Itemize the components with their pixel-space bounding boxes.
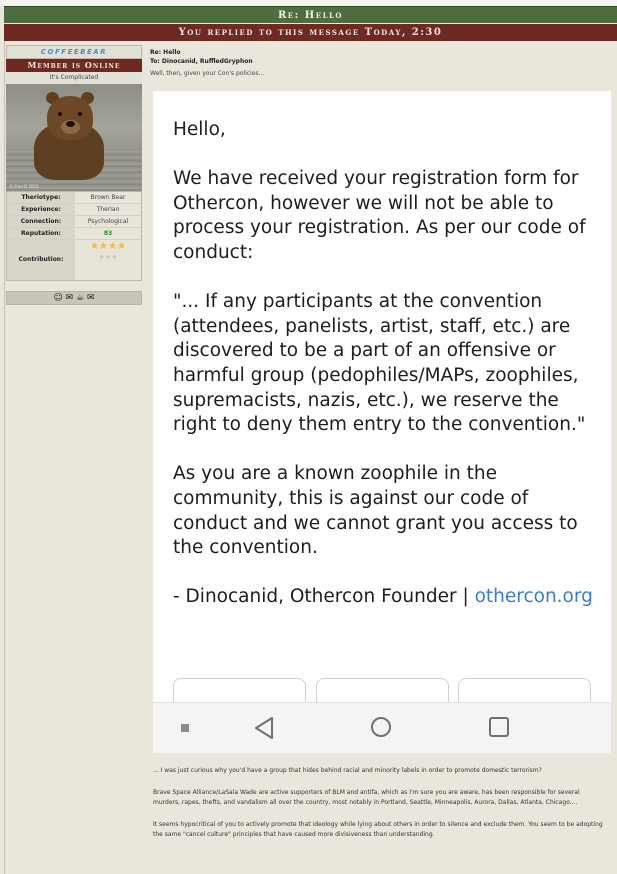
user-stats-table [6,191,142,281]
email-action-button[interactable] [458,678,591,702]
message-subject: Re: Hello [150,49,181,56]
avatar-bear-nose [66,121,75,127]
user-avatar[interactable] [6,84,142,191]
stat-label: Theriotype: [7,192,75,203]
othercon-link[interactable]: othercon.org [474,586,593,608]
embedded-email-screenshot [153,91,611,702]
email-signature [173,585,601,610]
thread-subject-bar: Re: Hello [4,6,617,23]
stat-row-experience [7,204,141,216]
stat-label: Contribution: [7,240,75,280]
message-intro: Well, then, given your Con's policies... [150,70,265,77]
nav-square-icon[interactable] [181,724,189,732]
email-action-button[interactable] [316,678,449,702]
recents-square-icon[interactable] [489,717,509,737]
body-paragraph: ... I was just curious why you'd have a group that hides behind racial and minority labels in order to promote domestic terrorism? [153,767,542,774]
user-action-icons[interactable]: ☺ ✉ ☕ ✉ [6,291,142,305]
replied-notice-bar: You replied to this message Today, 2:30 [4,24,617,41]
avatar-bear-eye-left [58,112,62,116]
email-action-buttons [173,678,591,702]
stat-row-theriotype [7,192,141,204]
message-body [153,766,608,852]
username-link[interactable]: COFFEEBEAR [6,45,142,59]
stat-label: Experience: [7,204,75,215]
online-status-badge: Member is Online [6,59,142,72]
signature-text: - Dinocanid, Othercon Founder | [173,586,469,608]
avatar-bear-eye-right [78,112,82,116]
stat-value: Psychological [87,218,129,225]
stat-row-contribution [7,240,141,280]
user-profile-panel [6,45,142,305]
message-header [150,48,610,79]
star-icon: ★★★★ [90,241,126,252]
email-paragraph: We have received your registration form for Othercon, however we will not be able to process your registration. As per our code of conduct: [173,168,586,263]
user-custom-title: It's Complicated [6,72,142,84]
email-paragraph: "... If any participants at the convention (attendees, panelists, artist, staff, etc.) are discovered to be a part of an offensive or harmful group (pedophiles/MAPs, zoophiles, supremacists, nazis, etc.), we reserve the right to deny them entry to the convention." [173,291,586,436]
stat-row-reputation [7,228,141,240]
contribution-stars [75,240,141,280]
body-paragraph: It seems hypocritical of you to actively promote that ideology while lying about others in order to silence and exclude them. You seem to be adopting the same "cancel culture" principles that have caused more divisiveness than understanding. [153,820,603,838]
stat-value: Therian [96,206,120,213]
home-circle-icon[interactable] [371,717,391,737]
stat-row-connection [7,216,141,228]
stat-label: Connection: [7,216,75,227]
email-action-button[interactable] [173,678,306,702]
body-paragraph: Brave Space Alliance/LaSala Wade are active supporters of BLM and antifa, which as I'm sure you are aware, has been responsible for several murders, rapes, thefts, and vandalism all over the country, most notably in Portland, Seattle, Minneapolis, Aurora, Dallas, Atlanta, Chicago.... [153,788,580,806]
reputation-value: 83 [103,230,113,237]
back-triangle-icon[interactable] [253,716,275,740]
avatar-watermark: © Fran D 2015 [9,184,39,189]
message-recipients: To: Dinocanid, RuffledGryphon [150,58,253,65]
stat-label: Reputation: [7,228,75,239]
email-paragraph: Hello, [173,119,226,140]
stat-value: Brown Bear [90,194,126,201]
small-star-icon: ★★★ [98,253,118,261]
email-paragraph: As you are a known zoophile in the community, this is against our code of conduct and we cannot grant you access to the convention. [173,463,578,559]
phone-nav-bar [153,702,611,753]
email-text [173,118,601,634]
